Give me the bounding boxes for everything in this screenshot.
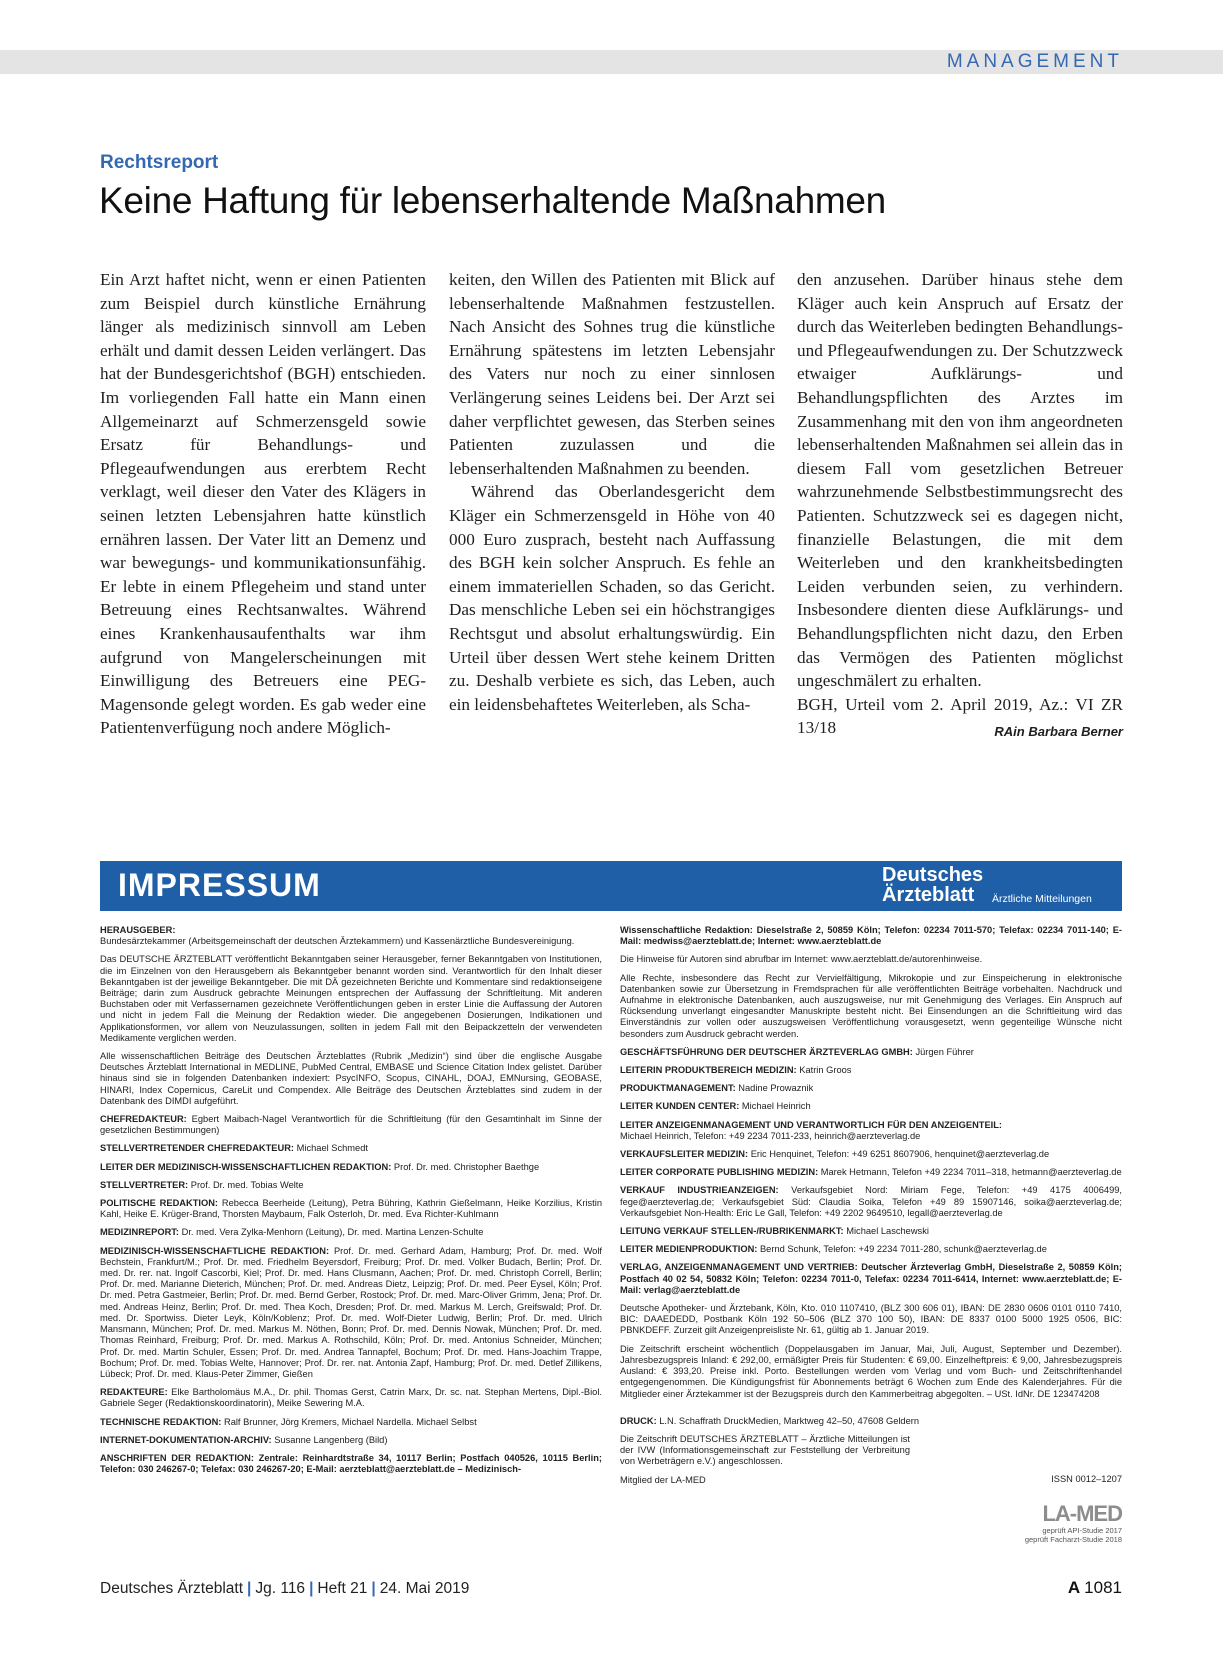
entry-text: Jürgen Führer [915,1046,974,1057]
entry-text: Elke Bartholomäus M.A., Dr. phil. Thomas Gerst, Catrin Marx, Dr. sc. nat. Stephan Mertens, Dipl.-Biol. Gabriele Seger (Redaktionskoordinatorin), Meike Sewering M.A. [100,1387,602,1409]
entry-heading: STELLVERTRETENDER CHEFREDAKTEUR: [100,1143,295,1154]
impressum-entry [100,1417,602,1428]
impressum-entry [100,1180,602,1191]
impressum-right-column [620,925,1122,1493]
entry-heading: CHEFREDAKTEUR: [100,1114,187,1125]
entry-text: Verkaufsgebiet Nord: Miriam Fege, Telefon: +49 4175 4006499, fege@aerzteverlag.de; Verkaufsgebiet Süd: Claudia Soika, Telefon +49 89 15907146, soika@aerzteverlag.de; Verkaufsgebiet Non-Health: Eric Le Gall, Telefon: +49 2202 9649510, legall@aerzteverlag.de [620,1185,1122,1218]
entry-heading: LEITER CORPORATE PUBLISHING MEDIZIN: [620,1167,819,1178]
citation-text: BGH, Urteil vom 2. April 2019, Az.: VI ZR 13/18 [797,694,1123,738]
entry-heading: GESCHÄFTSFÜHRUNG DER DEUTSCHER ÄRZTEVERLAG GMBH: [620,1046,913,1057]
entry-heading: LEITERIN PRODUKTBEREICH MEDIZIN: [620,1065,797,1076]
impressum-entry: Alle Rechte, insbesondere das Recht zur Vervielfältigung, Mikrokopie und zur Einspeicherung in elektronische Datenbanken sowie zur Übersetzung in Fremdsprachen für alle veröffentlichten Beiträge vorbehalten. Nachdruck und Aufnahme in elektronische Datenbanken, auch auszugsweise, nur mit Genehmigung des Verlages. Ein Anspruch auf Rücksendung unverlangt eingesandter Manuskripte besteht nicht. Bei Einsendungen an die Schriftleitung wird das Einverständnis zur vollen oder auszugsweisen Veröffentlichung vorausgesetzt, wenn gegenteilige Wünsche nicht besonders zum Ausdruck gebracht werden. [620,972,1122,1039]
entry-heading: LEITER MEDIENPRODUKTION: [620,1244,758,1255]
footer-separator: | [247,1580,252,1597]
entry-heading: VERKAUFSLEITER MEDIZIN: [620,1149,749,1160]
footer-issue: Heft 21 [317,1580,368,1597]
lamed-seal [1020,1502,1122,1552]
impressum-entry [100,1198,602,1220]
entry-heading: LEITER DER MEDIZINISCH-WISSENSCHAFTLICHEN REDAKTION: [100,1161,392,1172]
article-paragraph: Während das Oberlandesgericht dem Kläger ein Schmerzensgeld in Höhe von 40 000 Euro zusprach, besteht nach Auffassung des BGH kein solcher Anspruch. Es fehle an einem immateriellen Schaden, so das Gericht. Das menschliche Leben sei ein höchstrangiges Rechtsgut und absolut erhaltungswürdig. Ein Urteil über dessen Wert stehe keinem Dritten zu. Deshalb verbiete es sich, das Leben, auch ein leidensbehaftetes Weiterleben, als Scha- [449,482,775,714]
impressum-entry [100,1114,602,1136]
impressum-entry: Die Zeitschrift DEUTSCHES ÄRZTEBLATT – Ärztliche Mitteilungen ist der IVW (Informationsgemeinschaft zur Feststellung der Verbreitung von Werbeträgern e.V.) angeschlossen. [620,1433,910,1467]
impressum-entry [100,1143,602,1154]
entry-heading: REDAKTEURE: [100,1387,168,1398]
logo-line-1: Deutsches [882,864,984,886]
article-author: RAin Barbara Berner [994,724,1123,740]
footer-journal: Deutsches Ärzteblatt [100,1580,244,1597]
impressum-entry [620,1101,1122,1112]
logo-line-2: Ärzteblatt [882,884,975,906]
entry-heading: MEDIZINREPORT: [100,1227,180,1238]
entry-heading: INTERNET-DOKUMENTATION-ARCHIV: [100,1434,272,1445]
article-kicker: Rechtsreport [100,152,219,173]
entry-text: Michael Heinrich [741,1101,811,1112]
footer-separator: | [371,1580,376,1597]
impressum-left-column [100,925,602,1482]
article-paragraph: den anzusehen. Darüber hinaus stehe dem Kläger auch kein Anspruch auf Ersatz der durch das Weiterleben bedingten Behandlungs- und Pflegeaufwendungen zu. Der Schutzzweck etwaiger Aufklärungs- und Behandlungspflichten des Arztes im Zusammenhang mit den von ihm angeordneten lebenserhaltenden Maßnahmen sei allein das in diesem Fall vom gesetzlichen Betreuer wahrzunehmende Selbstbestimmungsrecht des Patienten. Schutzzweck sei es dagegen nicht, finanzielle Belastungen, die mit dem Weiterleben und den krankheitsbedingten Leiden verbunden seien, zu verhindern. Insbesondere dienten diese Aufklärungs- und Behandlungspflichten nicht dazu, den Erben das Vermögen des Patienten möglichst ungeschmälert zu erhalten. [797,270,1123,691]
entry-heading: POLITISCHE REDAKTION: [100,1198,219,1209]
entry-text: Marek Hetmann, Telefon +49 2234 7011–318, hetmann@aerzteverlag.de [820,1167,1122,1178]
article-paragraph: Ein Arzt haftet nicht, wenn er einen Patienten zum Beispiel durch künstliche Ernährung länger als medizinisch sinnvoll am Leben erhält und damit dessen Leiden verlängert. Das hat der Bundesgerichtshof (BGH) entschieden. Im vorliegenden Fall hatte ein Mann einen Allgemeinarzt auf Schmerzensgeld sowie Ersatz für Behandlungs- und Pflegeaufwendungen aus ererbtem Recht verklagt, weil dieser den Vater des Klägers in seinen letzten Lebensjahren hatte künstlich ernähren lassen. Der Vater litt an Demenz und war bewegungs- und kommunikationsunfähig. Er lebte in einem Pflegeheim und stand unter Betreuung eines Rechtsanwaltes. Während eines Krankenhausaufenthalts war ihm aufgrund von Mangelerscheinungen mit Einwilligung des Betreuers eine PEG-Magensonde gelegt worden. Es gab weder eine Patientenverfügung noch andere Möglich- [100,270,426,738]
journal-logo [882,865,1122,911]
impressum-entry [620,1167,1122,1178]
entry-heading: HERAUSGEBER: [100,925,176,935]
footer-separator: | [309,1580,314,1597]
impressum-entry: Die Zeitschrift erscheint wöchentlich (Doppelausgaben im Januar, Mai, Juli, August, September und Dezember). Jahresbezugspreis Inland: € 292,00, ermäßigter Preis für Studenten: € 69,00. Einzelheftpreis: € 9,00, Jahresbezugspreis Ausland: € 393,20. Preise inkl. Porto. Bestellungen werden vom Verlag und vom Buch- und Zeitschriftenhandel entgegengenommen. Die Kündigungsfrist für Abonnements beträgt 6 Wochen zum Ende des Kalenderjahres. Für die Mitglieder einer Ärztekammer ist der Bezugspreis durch den Kammerbeitrag abgegolten. – USt. IdNr. DE 123474208 [620,1343,1122,1399]
article-paragraph: keiten, den Willen des Patienten mit Blick auf lebenserhaltende Maßnahmen festzustellen. Nach Ansicht des Sohnes trug die künstliche Ernährung spätestens im letzten Lebensjahr des Vaters nur noch zu einer sinnlosen Verlängerung seines Leidens bei. Der Arzt sei daher verpflichtet gewesen, das Sterben seines Patienten zuzulassen und die lebenserhaltenden Maßnahmen zu beenden. [449,270,775,478]
entry-text: Susanne Langenberg (Bild) [274,1434,388,1445]
article-column-3 [797,268,1123,744]
impressum-entry [620,1149,1122,1160]
entry-text: Rebecca Beerheide (Leitung), Petra Bühring, Kathrin Gießelmann, Heike Korzilius, Kristin Kahl, Heike E. Krüger-Brand, Thorsten Maybaum, Falk Osterloh, Dr. med. Eva Richter-Kuhlmann [100,1198,602,1220]
entry-heading: ANSCHRIFTEN DER REDAKTION: Zentrale: Reinhardtstraße 34, 10117 Berlin; Postfach 040526, 10115 Berlin; Telefon: 030 246267-0; Telefax: 030 246267-20; E-Mail: aerzteblatt@aerzteblatt.de – Medizinisch- [100,1452,602,1475]
entry-heading: LEITER KUNDEN CENTER: [620,1101,740,1112]
impressum-entry [620,1262,1122,1296]
impressum-entry [100,1435,602,1446]
entry-heading: LEITER ANZEIGENMANAGEMENT UND VERANTWORTLICH FÜR DEN ANZEIGENTEIL: [620,1119,1003,1130]
page-prefix: A [1067,1578,1081,1597]
impressum-entry [100,1453,602,1475]
entry-text: L.N. Schaffrath DruckMedien, Marktweg 42–50, 47608 Geldern [659,1415,920,1426]
entry-text: Prof. Dr. med. Gerhard Adam, Hamburg; Prof. Dr. med. Wolf Bechstein, Frankfurt/M.; Prof. Dr. med. Friedhelm Beyersdorf, Freiburg; Prof. Dr. med. Volker Budach, Berlin; Prof. Dr. med. Dr. rer. nat. Ingolf Cascorbi, Kiel; Prof. Dr. med. Hans Clusmann, Aachen; Prof. Dr. med. Christoph Correll, Berlin; Prof. Dr. med. Marianne Dieterich, München; Prof. Dr. med. Andreas Dietz, Leipzig; Prof. Dr. med. Peer Eysel, Köln; Prof. Dr. med. Petra Gastmeier, Berlin; Prof. Dr. med. Bernd Gerber, Rostock; Prof. Dr. med. Marc-Oliver Grimm, Jena; Prof. Dr. med. Andreas Heinz, Berlin; Prof. Dr. med. Thea Koch, Dresden; Prof. Dr. med. Markus M. Lerch, Greifswald; Prof. Dr. med. Dr. Sportwiss. Dieter Leyk, Köln/Koblenz; Prof. Dr. med. Wolf-Dieter Ludwig, Berlin; Prof. Dr. med. Ulrich Mansmann, München; Prof. Dr. med. Markus M. Nöthen, Bonn; Prof. Dr. med. Dennis Nowak, München; Prof. Dr. med. Thomas Reinhard, Freiburg; Prof. Dr. med. Markus A. Rothschild, Köln; Prof. Dr. med. Antonius Schneider, München; Prof. Dr. med. Martin Schuler, Essen; Prof. Dr. med. Andrea Tannapfel, Bochum; Prof. Dr. med. Hans-Joachim Trappe, Bochum; Prof. Dr. med. Tobias Welte, Hannover; Prof. Dr. rer. nat. Antonia Zapf, Hamburg; Prof. Dr. med. Detlef Zillikens, Lübeck; Prof. Dr. med. Klaus-Peter Zimmer, Gießen [100,1245,602,1379]
lamed-subtext: geprüft Facharzt-Studie 2018 [1024,1535,1122,1544]
entry-text: Michael Heinrich, Telefon: +49 2234 7011-233, heinrich@aerzteverlag.de [620,1130,921,1141]
entry-heading: TECHNISCHE REDAKTION: [100,1416,222,1427]
impressum-entry: Die Hinweise für Autoren sind abrufbar im Internet: www.aerzteblatt.de/autorenhinweise. [620,954,983,965]
article-title: Keine Haftung für lebenserhaltende Maßnahmen [99,180,886,221]
impressum-entry [620,1185,1122,1219]
impressum-entry: Alle wissenschaftlichen Beiträge des Deutschen Ärzteblattes (Rubrik „Medizin“) sind über die englische Ausgabe Deutsches Ärzteblatt International in MEDLINE, PubMed Central, EMBASE und Science Citation Index gelistet. Darüber hinaus sind sie in folgenden Datenbanken indexiert: PsycINFO, Scopus, CINAHL, DOAJ, EMNursing, GEOBASE, HINARI, Index Copernicus, CareLit und Compendex. Alle Beiträge des Deutschen Ärzteblattes sind zudem in der Datenbank des DIMDI aufgeführt. [100,1051,602,1106]
entry-text: Michael Laschewski [846,1226,929,1237]
impressum-entry [620,1226,1122,1237]
impressum-title: IMPRESSUM [118,867,321,903]
entry-heading: VERLAG, ANZEIGENMANAGEMENT UND VERTRIEB: Deutscher Ärzteverlag GmbH, Dieselstraße 2, 50859 Köln; Postfach 40 02 54, 50832 Köln; Telefon: 02234 7011-0, Telefax: 02234 7011-6414, Internet: www.aerzteblatt.de; E-Mail: verlag@aerzteblatt.de [620,1262,1122,1295]
entry-text: Katrin Groos [799,1065,852,1076]
entry-text: Prof. Dr. med. Tobias Welte [190,1179,304,1190]
entry-text: Eric Henquinet, Telefon: +49 6251 8607906, henquinet@aerzteverlag.de [750,1149,1050,1160]
impressum-entry [620,1065,1122,1076]
entry-heading: DRUCK: [620,1415,657,1426]
impressum-entry [100,1246,602,1380]
impressum-entry: Mitglied der LA-MED [620,1474,706,1485]
entry-text: Dr. med. Vera Zylka-Menhorn (Leitung), Dr. med. Martina Lenzen-Schulte [181,1227,484,1238]
impressum-entry [620,1244,1122,1255]
footer-date: 24. Mai 2019 [379,1580,470,1597]
entry-text: Bundesärztekammer (Arbeitsgemeinschaft der deutschen Ärztekammern) und Kassenärztliche Bundesvereinigung. [100,936,575,947]
impressum-entry [620,1083,1122,1094]
impressum-entry [620,1120,1122,1142]
issn: ISSN 0012–1207 [1051,1474,1122,1484]
impressum-entry [100,925,602,947]
impressum-entry [100,1387,602,1409]
entry-text: Nadine Prowaznik [738,1083,814,1094]
impressum-entry [620,1416,1122,1427]
entry-text: Bernd Schunk, Telefon: +49 2234 7011-280, schunk@aerzteverlag.de [759,1244,1047,1255]
lamed-subtext: geprüft API-Studie 2017 [1042,1526,1122,1535]
entry-heading: STELLVERTRETER: [100,1179,189,1190]
article-citation [797,693,1123,740]
page-number [1068,1578,1122,1598]
logo-subtitle: Ärztliche Mitteilungen [992,893,1092,905]
page-number-value: 1081 [1084,1578,1122,1597]
impressum-entry [620,1047,1122,1058]
impressum-entry: Das DEUTSCHE ÄRZTEBLATT veröffentlicht Bekanntgaben seiner Herausgeber, ferner Bekanntgaben von Institutionen, die im Einzelnen von den Herausgebern als Bekanntgeber benannt worden sind. Verantwortlich für den Inhalt dieser Bekanntgaben ist der jeweilige Bekanntgeber. Die mit DÄ gezeichneten Berichte und Kommentare sind redaktionseigene Beiträge; darin zum Ausdruck gebrachte Meinungen entsprechen der Auffassung der Schriftleitung. Mit anderen Buchstaben oder mit Verfassernamen gezeichnete Veröffentlichungen geben in erster Linie die Auffassung der Autoren und nicht in jedem Fall die Meinung der Redaktion wieder. Die angegebenen Dosierungen, Indikationen und Applikationsformen, vor allem von Neuzulassungen, sollten in jedem Fall mit den Beipackzetteln der verwendeten Medikamente verglichen werden. [100,954,602,1043]
entry-heading: Wissenschaftliche Redaktion: Dieselstraße 2, 50859 Köln; Telefon: 02234 7011-570; Telefax: 02234 7011-140; E-Mail: medwiss@aerzteblatt.de; Internet: www.aerzteblatt.de [620,925,1122,947]
footer-volume: Jg. 116 [255,1580,306,1597]
entry-heading: VERKAUF INDUSTRIEANZEIGEN: [620,1185,779,1196]
entry-text: Prof. Dr. med. Christopher Baethge [393,1161,540,1172]
lamed-logo: LA-MED [1042,1501,1122,1526]
entry-text: Michael Schmedt [296,1143,368,1154]
article-column-1 [100,268,426,740]
entry-text: Egbert Maibach-Nagel Verantwortlich für die Schriftleitung (für den Gesamtinhalt im Sinne der gesetzlichen Bestimmungen) [100,1114,602,1136]
entry-heading: PRODUKTMANAGEMENT: [620,1083,736,1094]
impressum-entry: Deutsche Apotheker- und Ärztebank, Köln, Kto. 010 1107410, (BLZ 300 606 01), IBAN: DE 2830 0606 0101 0110 7410, BIC: DAAEDEDD, Postbank Köln 192 50–506 (BLZ 370 100 50), IBAN: DE 8337 0100 5000 1925 0506, BIC: PBNKDEFF. Zurzeit gilt Anzeigenpreisliste Nr. 61, gültig ab 1. Januar 2019. [620,1303,1122,1336]
section-label: MANAGEMENT [946,51,1123,72]
entry-heading: LEITUNG VERKAUF STELLEN-/RUBRIKENMARKT: [620,1226,844,1237]
article-column-2 [449,268,775,716]
entry-text: Ralf Brunner, Jörg Kremers, Michael Nardella. Michael Selbst [223,1416,477,1427]
impressum-entry [100,1227,602,1238]
entry-heading: MEDIZINISCH-WISSENSCHAFTLICHE REDAKTION: [100,1245,330,1256]
impressum-entry [620,925,1122,947]
impressum-entry [100,1162,602,1173]
page-footer-meta [100,1580,469,1598]
